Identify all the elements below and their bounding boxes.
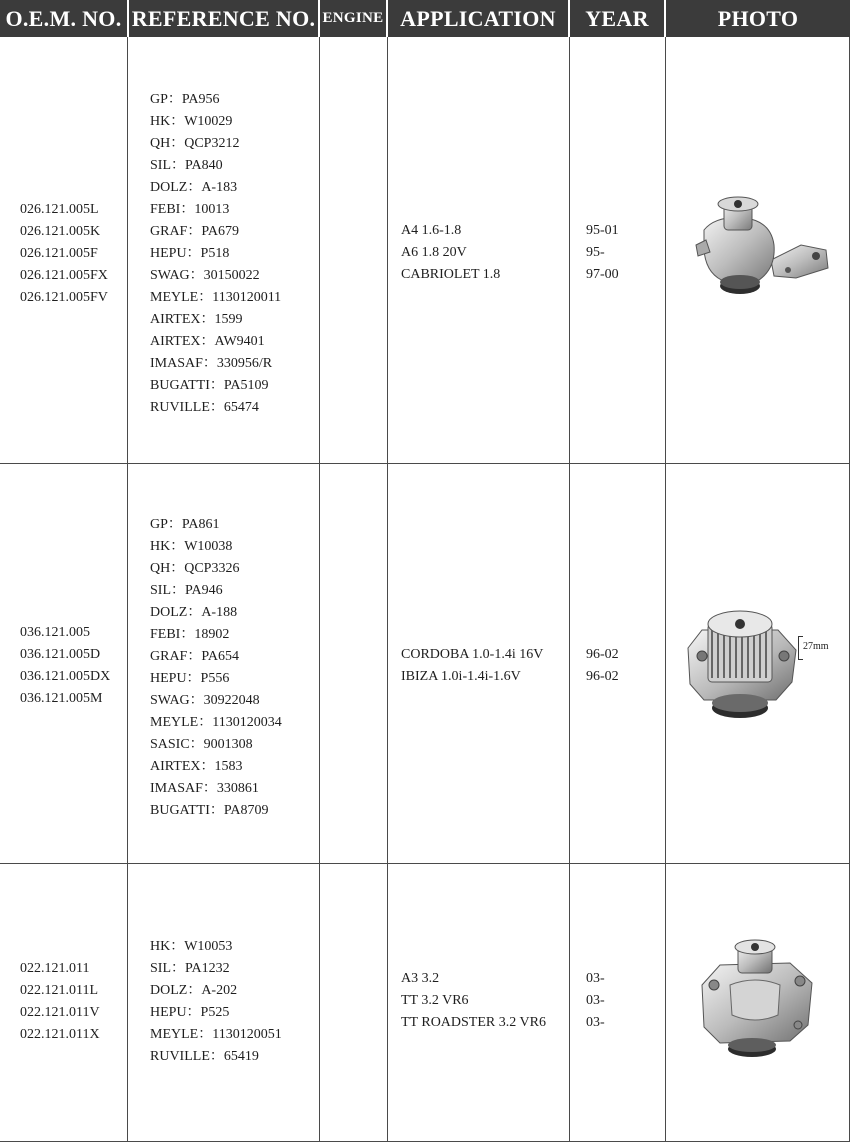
year-item: 03- [586, 971, 605, 986]
reference-number: MEYLE：1130120011 [150, 290, 282, 305]
year-item: 03- [586, 993, 605, 1008]
reference-number: HEPU：P556 [150, 671, 230, 686]
oem-list [20, 622, 110, 710]
reference-number: QH：QCP3212 [150, 136, 240, 151]
reference-number: IMASAF：330956/R [150, 356, 273, 371]
water-pump-gear-image [680, 600, 800, 730]
row-divider [0, 463, 850, 464]
oem-number: 026.121.005FV [20, 290, 108, 305]
column-divider [569, 37, 570, 1142]
year-list [586, 644, 619, 688]
year-item: 96-02 [586, 669, 619, 684]
reference-number: HEPU：P518 [150, 246, 230, 261]
application-list [401, 968, 546, 1034]
reference-number: GP：PA861 [150, 517, 220, 532]
header-engine: ENGINE [320, 0, 386, 37]
oem-number: 036.121.005M [20, 691, 103, 706]
reference-number: AIRTEX：1599 [150, 312, 243, 327]
reference-number: FEBI：10013 [150, 202, 230, 217]
water-pump-housing-image [690, 935, 820, 1060]
year-item: 96-02 [586, 647, 619, 662]
reference-number: RUVILLE：65474 [150, 400, 259, 415]
header-year: YEAR [570, 0, 664, 37]
dimension-label: 27mm [803, 641, 829, 652]
reference-number: GRAF：PA654 [150, 649, 239, 664]
oem-number: 036.121.005DX [20, 669, 111, 684]
reference-number: SIL：PA840 [150, 158, 223, 173]
reference-number: HK：W10029 [150, 114, 233, 129]
reference-number: SWAG：30150022 [150, 268, 260, 283]
header-application: APPLICATION [388, 0, 568, 37]
reference-number: DOLZ：A-183 [150, 180, 238, 195]
reference-number: SWAG：30922048 [150, 693, 260, 708]
application-list [401, 644, 543, 688]
year-item: 97-00 [586, 267, 619, 282]
reference-number: HK：W10038 [150, 539, 233, 554]
table-header [0, 0, 850, 37]
reference-list [150, 89, 281, 419]
year-item: 03- [586, 1015, 605, 1030]
column-divider [665, 37, 666, 1142]
column-divider [319, 37, 320, 1142]
year-list [586, 968, 605, 1034]
oem-number: 022.121.011V [20, 1005, 100, 1020]
oem-number: 022.121.011X [20, 1027, 100, 1042]
reference-number: BUGATTI：PA5109 [150, 378, 269, 393]
oem-number: 022.121.011 [20, 961, 90, 976]
column-divider [387, 37, 388, 1142]
reference-number: AIRTEX：1583 [150, 759, 243, 774]
oem-number: 036.121.005 [20, 625, 90, 640]
reference-number: BUGATTI：PA8709 [150, 803, 269, 818]
reference-number: RUVILLE：65419 [150, 1049, 259, 1064]
year-item: 95-01 [586, 223, 619, 238]
header-reference-no: REFERENCE NO. [129, 0, 318, 37]
application-item: CORDOBA 1.0-1.4i 16V [401, 647, 544, 662]
reference-number: DOLZ：A-188 [150, 605, 238, 620]
application-item: TT 3.2 VR6 [401, 993, 469, 1008]
application-list [401, 220, 500, 286]
reference-number: SASIC：9001308 [150, 737, 253, 752]
water-pump-with-bracket-image [676, 190, 836, 305]
application-item: IBIZA 1.0i-1.4i-1.6V [401, 669, 521, 684]
oem-number: 026.121.005FX [20, 268, 108, 283]
oem-number: 026.121.005K [20, 224, 101, 239]
reference-list [150, 936, 282, 1068]
oem-list [20, 958, 100, 1046]
year-item: 95- [586, 245, 605, 260]
reference-number: MEYLE：1130120034 [150, 715, 282, 730]
column-divider [127, 37, 128, 1142]
application-item: CABRIOLET 1.8 [401, 267, 501, 282]
reference-number: AIRTEX：AW9401 [150, 334, 265, 349]
reference-number: QH：QCP3326 [150, 561, 240, 576]
reference-list [150, 514, 282, 822]
reference-number: DOLZ：A-202 [150, 983, 238, 998]
reference-number: FEBI：18902 [150, 627, 230, 642]
oem-number: 022.121.011L [20, 983, 99, 998]
reference-number: SIL：PA946 [150, 583, 223, 598]
application-item: A6 1.8 20V [401, 245, 467, 260]
reference-number: GP：PA956 [150, 92, 220, 107]
oem-number: 026.121.005L [20, 202, 99, 217]
header-oem-no: O.E.M. NO. [0, 0, 127, 37]
oem-list [20, 199, 108, 309]
reference-number: HK：W10053 [150, 939, 233, 954]
application-item: A4 1.6-1.8 [401, 223, 462, 238]
reference-number: GRAF：PA679 [150, 224, 239, 239]
reference-number: IMASAF：330861 [150, 781, 259, 796]
reference-number: MEYLE：1130120051 [150, 1027, 282, 1042]
application-item: TT ROADSTER 3.2 VR6 [401, 1015, 546, 1030]
reference-number: HEPU：P525 [150, 1005, 230, 1020]
row-divider [0, 863, 850, 864]
application-item: A3 3.2 [401, 971, 440, 986]
year-list [586, 220, 619, 286]
oem-number: 026.121.005F [20, 246, 98, 261]
reference-number: SIL：PA1232 [150, 961, 230, 976]
oem-number: 036.121.005D [20, 647, 101, 662]
header-photo: PHOTO [666, 0, 850, 37]
